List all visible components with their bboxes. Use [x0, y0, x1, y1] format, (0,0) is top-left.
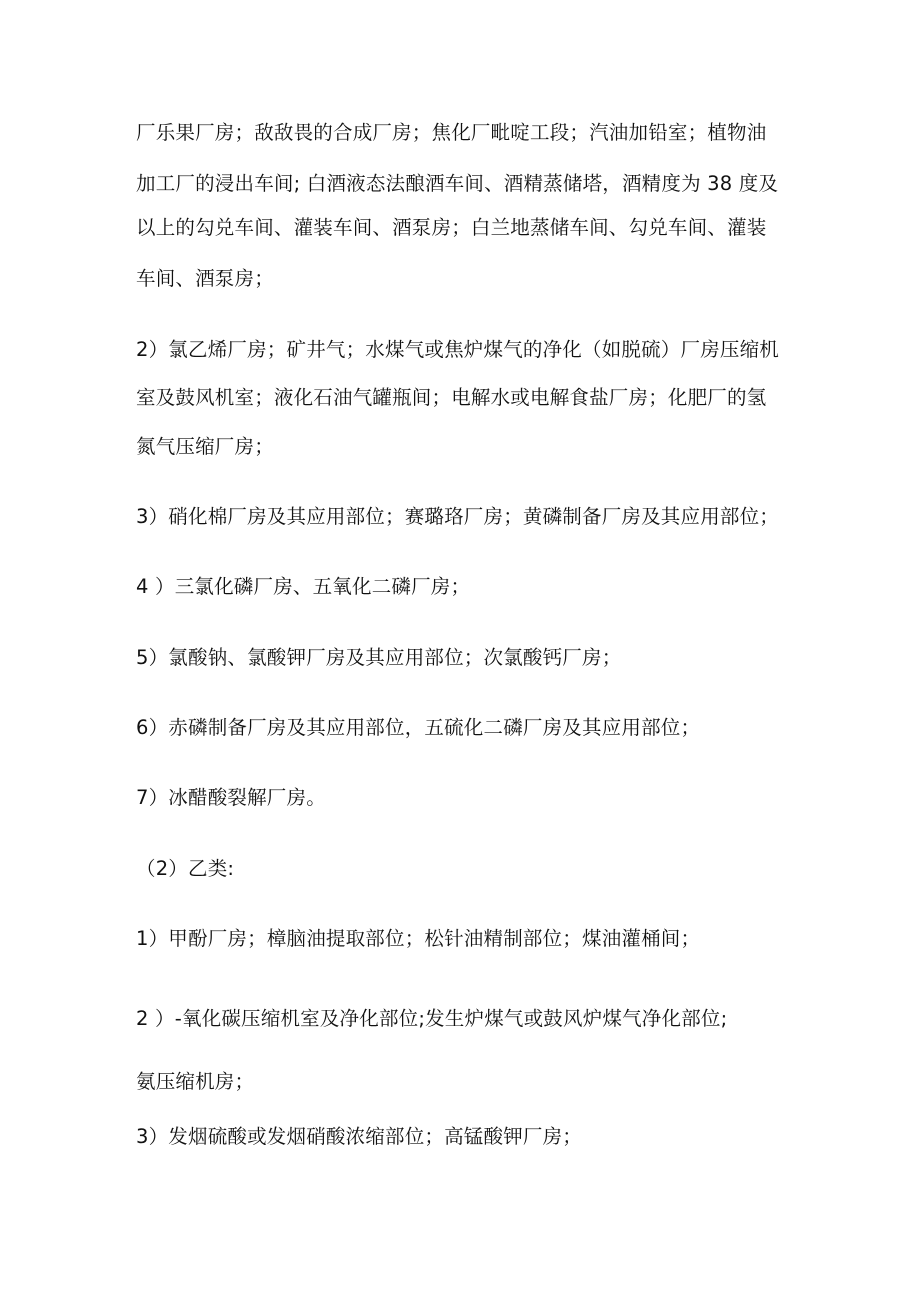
text-line: 3）发烟硫酸或发烟硝酸浓缩部位；高锰酸钾厂房；: [136, 1125, 583, 1148]
text-line: 以上的勾兑车间、灌装车间、酒泵房；白兰地蒸储车间、勾兑车间、灌装: [136, 216, 767, 239]
text-line: 加工厂的浸出车间; 白酒液态法酿酒车间、酒精蒸储塔，酒精度为 38 度及: [136, 172, 779, 195]
text-line: 5）氯酸钠、氯酸钾厂房及其应用部位；次氯酸钙厂房；: [136, 646, 622, 669]
text-line: 厂乐果厂房；敌敌畏的合成厂房；焦化厂毗啶工段；汽油加铅室；植物油: [136, 121, 767, 144]
text-line: 6）赤磷制备厂房及其应用部位，五硫化二磷厂房及其应用部位；: [136, 716, 701, 739]
text-line: 3）硝化棉厂房及其应用部位；赛璐珞厂房；黄磷制备厂房及其应用部位；: [136, 505, 780, 528]
text-line: 4 ）三氯化磷厂房、五氧化二磷厂房；: [136, 575, 471, 598]
text-line: 氨压缩机房；: [136, 1070, 255, 1093]
text-line: 2）氯乙烯厂房；矿井气；水煤气或焦炉煤气的净化（如脱硫）厂房压缩机: [136, 338, 780, 361]
text-line: 氮气压缩厂房；: [136, 435, 274, 458]
section-heading: （2）乙类:: [136, 857, 235, 880]
text-line: 1）甲酚厂房；樟脑油提取部位；松针油精制部位；煤油灌桶间；: [136, 927, 701, 950]
text-line: 7）冰醋酸裂解厂房。: [136, 786, 326, 809]
text-line: 室及鼓风机室；液化石油气罐瓶间；电解水或电解食盐厂房；化肥厂的氢: [136, 386, 767, 409]
text-line: 2 ）-氧化碳压缩机室及净化部位;发生炉煤气或鼓风炉煤气净化部位;: [136, 1007, 728, 1030]
text-line: 车间、酒泵房；: [136, 267, 274, 290]
